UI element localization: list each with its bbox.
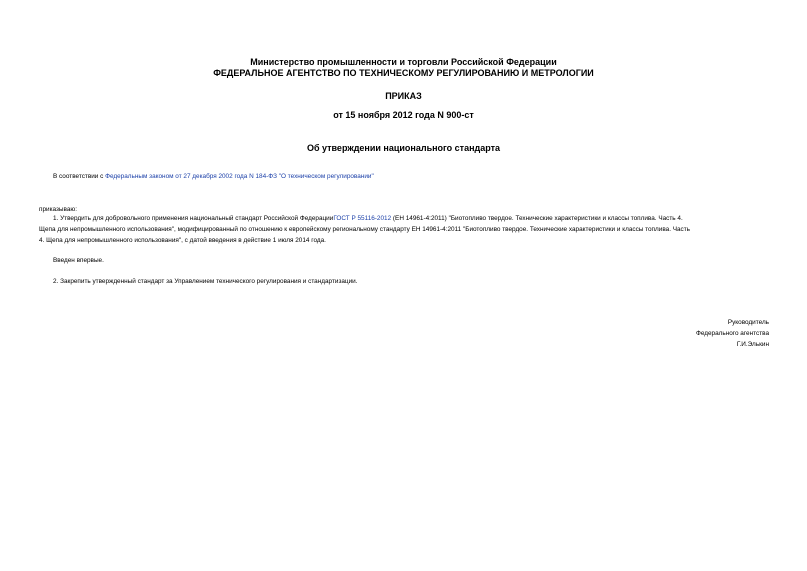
ministry-name: Министерство промышленности и торговли Российской Федерации	[250, 57, 557, 67]
item1-line3: 4. Щепа для непромышленного использования", с датой введения в действие 1 июля 2014 года.	[39, 237, 326, 244]
signature-position-line1: Руководитель	[727, 319, 769, 326]
intro-paragraph	[53, 171, 374, 182]
signature-name: Г.И.Элькин	[736, 341, 769, 348]
item1-line1	[39, 213, 771, 224]
document-subject: Об утверждении национального стандарта	[306, 143, 501, 153]
signature-block	[696, 317, 769, 350]
item1-prefix: 1. Утвердить для добровольного применения национальный стандарт Российской Федерации	[53, 215, 334, 222]
document-header	[0, 57, 807, 79]
order-item-2: 2. Закрепить утвержденный стандарт за Управлением технического регулирования и стандартизации.	[53, 278, 358, 285]
signature-position-line2: Федерального агентства	[695, 330, 769, 337]
introduced-first-note: Введен впервые.	[53, 257, 104, 264]
law-link[interactable]: Федеральным законом от 27 декабря 2002 года N 184-ФЗ "О техническом регулировании"	[105, 173, 374, 180]
document-type: ПРИКАЗ	[385, 91, 422, 101]
agency-name: ФЕДЕРАЛЬНОЕ АГЕНТСТВО ПО ТЕХНИЧЕСКОМУ РЕГУЛИРОВАНИЮ И МЕТРОЛОГИИ	[213, 68, 594, 78]
order-item-1	[39, 213, 771, 246]
item1-line2: Щепа для непромышленного использования", модифицированный по отношению к европейскому региональному стандарту ЕН 14961-4:2011 "Биотопливо твердое. Технические характеристики и классы топлива. Часть	[39, 226, 691, 233]
document-date-number: от 15 ноября 2012 года N 900-ст	[333, 110, 474, 120]
intro-prefix: В соответствии с	[53, 173, 106, 180]
item1-suffix: (ЕН 14961-4:2011) "Биотопливо твердое. Технические характеристики и классы топлива. Часть 4.	[391, 215, 683, 222]
order-word: приказываю:	[39, 206, 77, 213]
gost-link[interactable]: ГОСТ Р 55116-2012	[333, 215, 392, 222]
